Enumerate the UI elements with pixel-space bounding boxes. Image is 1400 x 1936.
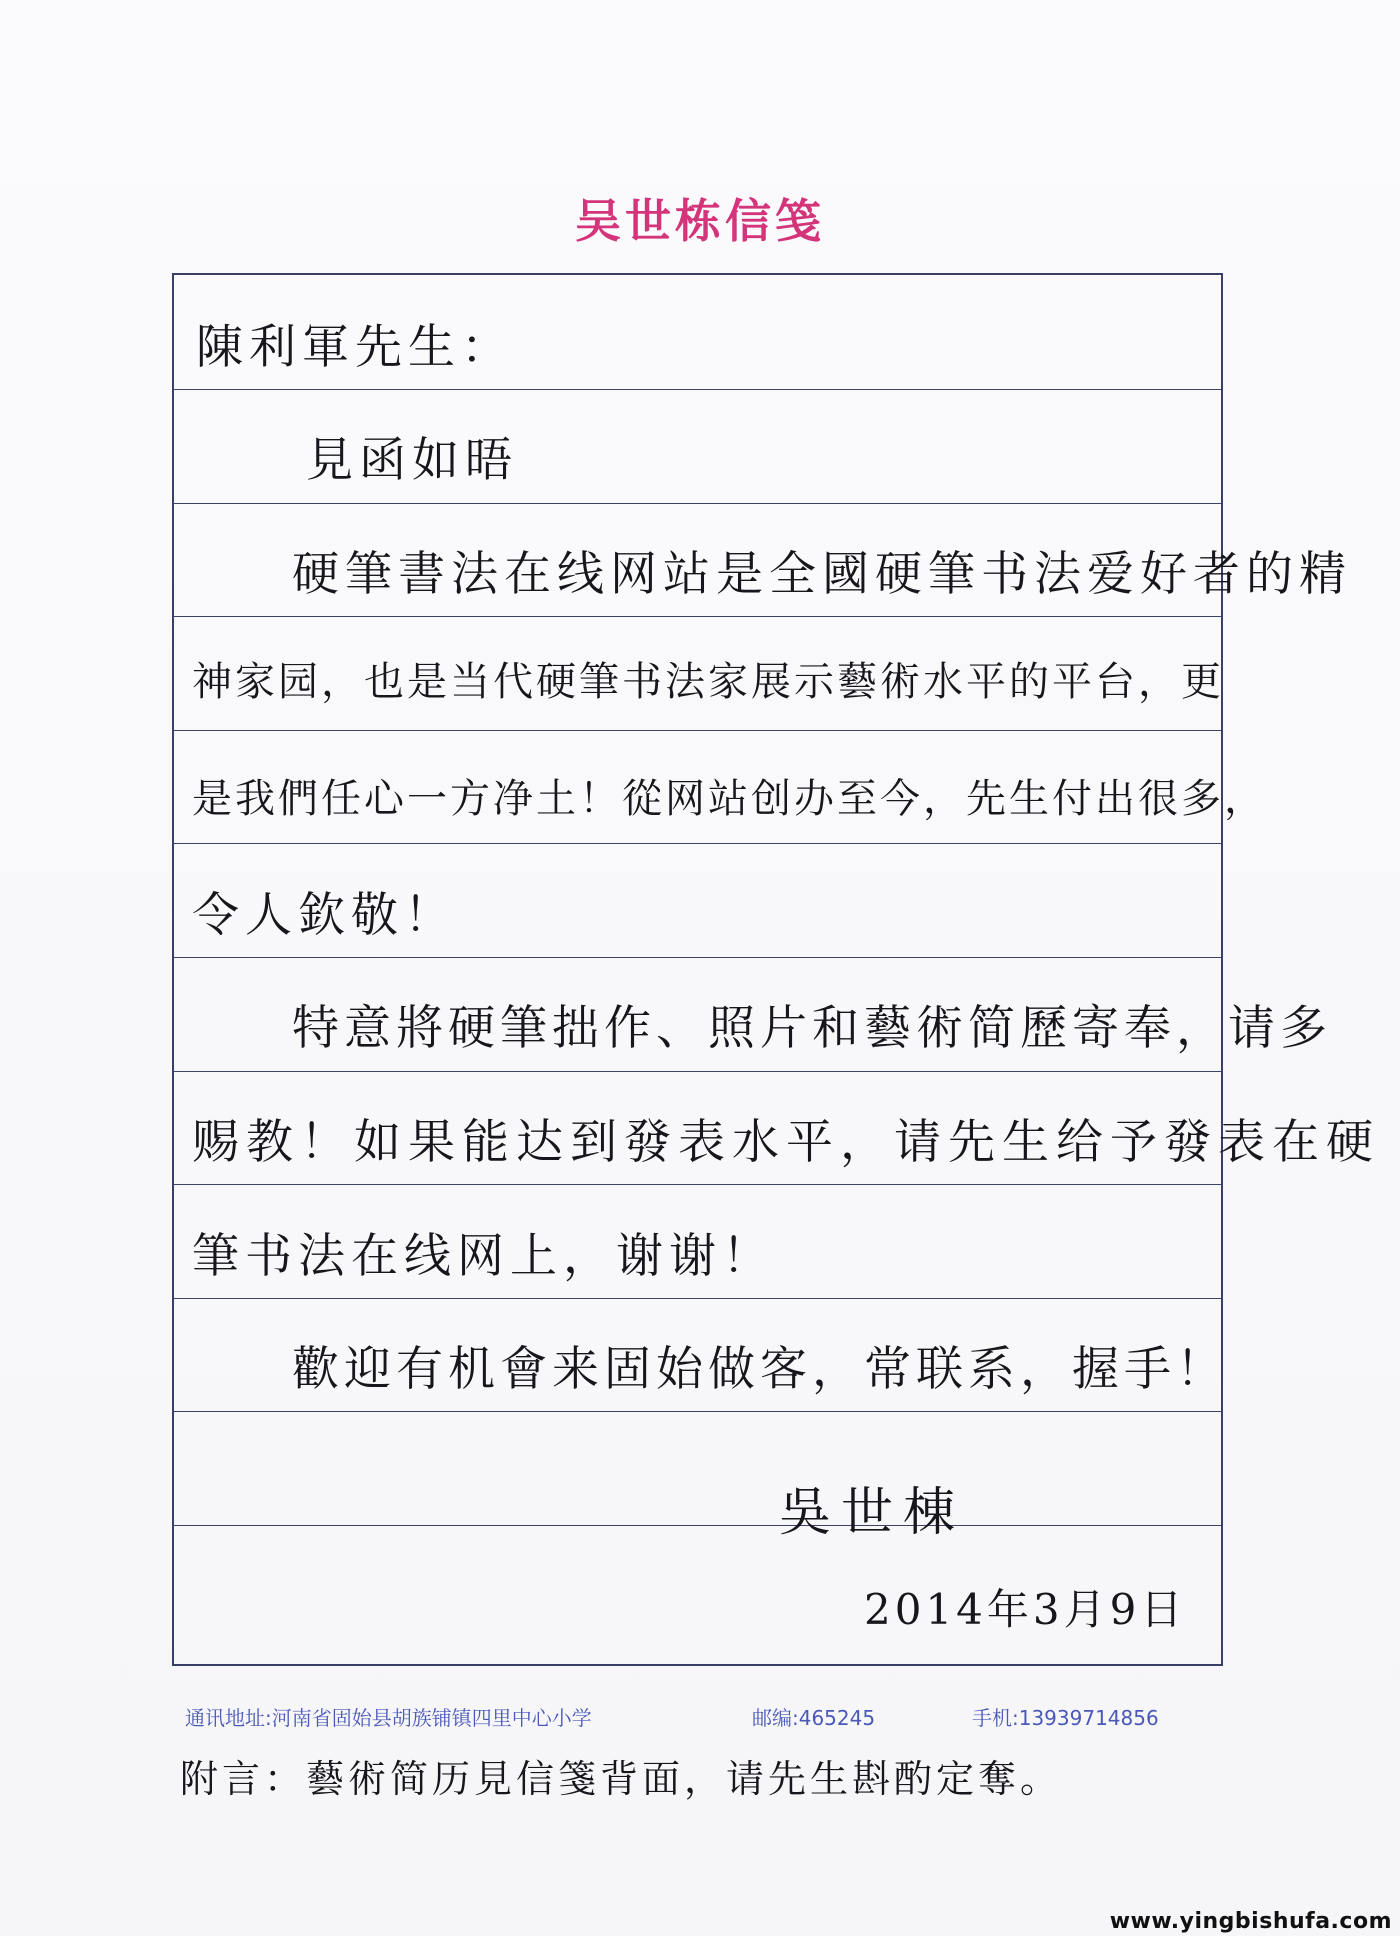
ruled-line <box>174 957 1221 958</box>
body-line: 硬筆書法在线网站是全國硬筆书法爱好者的精 <box>292 547 1352 602</box>
signature: 吳世棟 <box>779 1483 966 1543</box>
ruled-letter-sheet <box>172 273 1380 1666</box>
ruled-line <box>174 1411 1221 1412</box>
ruled-line <box>174 1298 1221 1299</box>
closing-line: 歡迎有机會来固始做客，常联系，握手！ <box>292 1342 1228 1397</box>
ruled-line <box>174 389 1221 390</box>
ruled-line <box>174 1184 1221 1185</box>
body-line: 赐教！如果能达到發表水平，请先生给予發表在硬 <box>192 1115 1380 1170</box>
body-line: 令人欽敬！ <box>192 888 457 943</box>
contact-address: 通讯地址:河南省固始县胡族铺镇四里中心小学 <box>185 1706 592 1730</box>
postscript: 附言：藝術简历見信箋背面，请先生斟酌定奪。 <box>180 1757 1063 1801</box>
body-line: 神家园，也是当代硬筆书法家展示藝術水平的平台，更 <box>192 659 1224 705</box>
contact-phone: 手机:13939714856 <box>972 1706 1159 1730</box>
ruled-line <box>174 616 1221 617</box>
ruled-line <box>174 1071 1221 1072</box>
letter-date: 2014年3月9日 <box>864 1585 1187 1634</box>
greeting: 見函如晤 <box>306 433 518 488</box>
contact-postcode: 邮编:465245 <box>752 1706 876 1730</box>
ruled-line <box>174 730 1221 731</box>
ruled-line <box>174 1525 1221 1526</box>
body-line: 是我們任心一方净土！從网站创办至今，先生付出很多， <box>192 776 1267 822</box>
salutation: 陳利軍先生： <box>196 320 514 375</box>
body-line: 特意將硬筆拙作、照片和藝術简歷寄奉，请多 <box>292 1001 1332 1056</box>
site-watermark: www.yingbishufa.com <box>1109 1909 1392 1934</box>
ruled-line <box>174 843 1221 844</box>
letterhead-title: 吴世栋信笺 <box>575 194 825 248</box>
body-line: 筆书法在线网上，谢谢！ <box>192 1229 775 1284</box>
ruled-line <box>174 503 1221 504</box>
